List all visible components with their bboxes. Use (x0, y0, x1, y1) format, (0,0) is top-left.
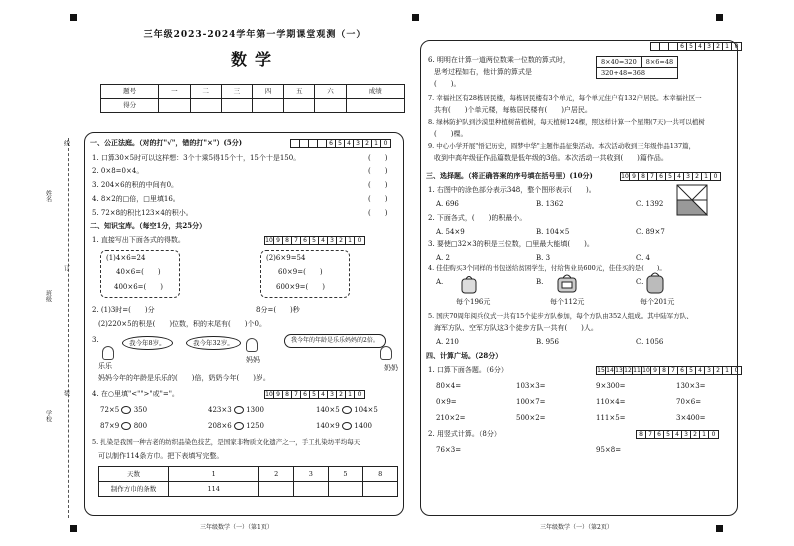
choice-3-option-a[interactable]: A. 2 (436, 254, 450, 262)
days-input-cell[interactable] (294, 482, 329, 497)
choice-4-price-c: 每个201元 (640, 298, 675, 306)
question-6b: 思考过程如右，他计算的算式是 (434, 68, 532, 76)
subject-title: 数学 (230, 50, 279, 69)
speech-bubble-grandma: 我今年的年龄是乐乐妈妈的2倍。 (284, 334, 386, 348)
question-2-1: 1. 直接写出下面各式的得数。 (92, 236, 185, 244)
registration-mark-mid (412, 14, 419, 21)
binding-line-label: 线 (62, 140, 70, 146)
choice-2[interactable]: 2. 下面各式，( )的积最小。 (428, 214, 527, 222)
score-header-cell: 五 (284, 85, 315, 99)
score-row-label: 得分 (101, 99, 159, 113)
choice-1-option-c[interactable]: C. 1392 (636, 200, 664, 208)
choice-2-option-c[interactable]: C. 89×7 (636, 228, 665, 236)
score-header-cell: 题号 (101, 85, 159, 99)
production-table (98, 466, 398, 497)
answer-paren[interactable]: ( ) (368, 209, 388, 217)
registration-mark-tl (70, 14, 77, 21)
lele-figure-icon (102, 346, 114, 360)
days-input-cell[interactable] (259, 482, 294, 497)
binding-seal-label: 订 (62, 265, 70, 271)
score-strip-sec3: 10 9 8 7 6 5 4 3 2 1 0 (620, 172, 721, 181)
schoolbag-b-icon (556, 272, 578, 294)
score-strip-sec1: 6 5 4 3 2 1 0 (290, 139, 391, 148)
days-header-cell: 天数 (99, 467, 169, 482)
score-header-cell: 一 (159, 85, 190, 99)
question-8b[interactable]: ( )棵。 (434, 130, 468, 138)
grandma-figure-icon (380, 346, 392, 360)
mom-figure-icon (246, 338, 258, 352)
score-strip-q6: 6 5 4 3 2 1 0 (650, 42, 742, 51)
choice-2-option-a[interactable]: A. 54×9 (436, 228, 465, 236)
section-4-title: 四、计算广场。（28分） (426, 351, 503, 360)
choice-3-option-b[interactable]: B. 3 (536, 254, 551, 262)
oral-calc-item[interactable]: 500×2= (516, 414, 546, 422)
score-header-cell: 二 (190, 85, 221, 99)
question-2-4-text[interactable]: 妈妈今年的年龄是乐乐的( )倍，奶奶今年( )岁。 (98, 374, 270, 382)
choice-5-option-c[interactable]: C. 1056 (636, 338, 664, 346)
choice-5-option-b[interactable]: B. 956 (536, 338, 559, 346)
judge-item-5: 5. 72×8的积比123×4的积小。 (92, 209, 193, 217)
days-input-cell[interactable] (328, 482, 363, 497)
choice-1[interactable]: 1. 右图中的涂色部分表示348，整个图形表示( )。 (428, 186, 596, 194)
binding-bind-label: 装 (62, 390, 70, 396)
grandma-label: 奶奶 (384, 364, 398, 372)
score-table (100, 84, 405, 113)
schoolbag-a-icon (460, 274, 478, 294)
judge-item-4: 4. 8×2的□倍，□里填16。 (92, 195, 180, 203)
answer-paren[interactable]: ( ) (368, 181, 388, 189)
score-header-cell: 六 (315, 85, 346, 99)
oral-calc-item[interactable]: 70×6= (676, 398, 702, 406)
compare-row-2b: 208×6 1250 (208, 422, 264, 430)
choice-4[interactable]: 4. 佳佳购买3个同样的书包送给贫困学生，付给售业员600元，佳佳买的是( )。 (428, 264, 666, 272)
calc-box-1-line: (1)4×6=24 (106, 254, 146, 262)
question-2-6b: 可以制作114条方巾。把下表填写完整。 (98, 452, 224, 460)
score-strip-sec4b: 8 7 6 5 4 3 2 1 0 (636, 430, 719, 439)
registration-mark-tr (716, 14, 723, 21)
question-9b[interactable]: 收到中高年级征作品篇数是低年级的3倍。本次活动一共收到( )篇作品。 (434, 154, 668, 162)
score-header-cell: 成绩 (346, 85, 404, 99)
choice-4-price-a: 每个196元 (456, 298, 491, 306)
calc-step: 8×40=320 (597, 57, 642, 68)
compare-circle[interactable] (121, 422, 131, 430)
question-7a: 7. 幸福社区有28栋居民楼，每栋居民楼有3个单元，每个单元住户有132户居民。本幸福社区一 (428, 94, 702, 102)
choice-3[interactable]: 3. 要使□32×3的积是三位数，□里最大能填( )。 (428, 240, 594, 248)
days-row-label: 制作方巾的条数 (99, 482, 169, 497)
oral-calc-item[interactable]: 111×5= (596, 414, 626, 422)
calc-box-1-line[interactable]: 400×6=( ) (114, 283, 164, 291)
left-page-footer: 三年级数学（一）（第1页） (200, 524, 273, 531)
vertical-calc-item[interactable]: 76×3= (436, 446, 462, 454)
days-input-cell[interactable] (363, 482, 398, 497)
choice-4-price-b: 每个112元 (550, 298, 585, 306)
judge-item-2: 2. 0×8=0×4。 (92, 167, 144, 175)
choice-2-option-b[interactable]: B. 104×5 (536, 228, 570, 236)
compare-row-1: 72×5 350 (100, 406, 148, 414)
question-2-4-number: 3. (92, 336, 99, 344)
binding-name-label: 姓名 (44, 190, 52, 202)
calc-step: 8×6=48 (641, 57, 677, 68)
score-strip-sec2b: 10 9 8 7 6 5 4 3 2 1 0 (264, 390, 365, 399)
binding-class-label: 班级 (44, 290, 52, 302)
oral-calc-item[interactable]: 130×3= (676, 382, 706, 390)
oral-calc-item[interactable]: 0×9= (436, 398, 457, 406)
answer-paren[interactable]: ( ) (368, 195, 388, 203)
choice-5-option-a[interactable]: A. 210 (436, 338, 459, 346)
choice-1-option-b[interactable]: B. 1362 (536, 200, 564, 208)
compare-row-1c: 140×5 104×5 (316, 406, 378, 414)
question-2-2b[interactable]: 8分=( )秒 (256, 306, 300, 314)
judge-item-1: 1. 口算30×5时可以这样想：3个十乘5得15个十，15个十是150。 (92, 154, 301, 162)
registration-mark-br (716, 525, 723, 532)
score-header-cell: 三 (221, 85, 252, 99)
choice-4-option-c[interactable]: C. (636, 278, 644, 286)
section-1-title: 一、公正法庭。（对的打"√"，错的打"×"）(5分) (90, 138, 243, 147)
calc-step: 320+48=368 (597, 68, 678, 79)
exam-title: 三年级2023-2024学年第一学期课堂观测（一） (143, 30, 367, 40)
question-2-3[interactable]: (2)220×5的积是( )位数，积的末尾有( )个0。 (98, 320, 266, 328)
compare-circle[interactable] (234, 422, 244, 430)
days-header-cell: 3 (294, 467, 329, 482)
choice-1-option-a[interactable]: A. 696 (436, 200, 459, 208)
days-header-cell: 8 (363, 467, 398, 482)
days-header-cell: 5 (328, 467, 363, 482)
question-9a: 9. 中心小学开展"悟记历史，圆梦中华"主题作品征集活动。本次活动收到三年级作品137篇， (428, 142, 696, 150)
question-2-5: 4. 在○里填"<"">"或"="。 (92, 390, 179, 398)
question-6c[interactable]: ( )。 (434, 80, 461, 88)
days-header-cell: 1 (169, 467, 259, 482)
oral-calc-item[interactable]: 9×300= (596, 382, 626, 390)
calc-question-2: 2. 用竖式计算。（8分） (428, 430, 501, 438)
thinking-process-box (596, 56, 678, 79)
compare-row-2c: 140×9 1400 (316, 422, 372, 430)
score-strip-sec2: 10 9 8 7 6 5 4 3 2 1 0 (264, 236, 365, 245)
compare-row-1b: 423×3 1300 (208, 406, 264, 414)
oral-calc-item[interactable]: 210×2= (436, 414, 466, 422)
judge-item-3: 3. 204×6的积的中间有0。 (92, 181, 179, 189)
binding-school-label: 学校 (44, 410, 52, 422)
oral-calc-item[interactable]: 100×7= (516, 398, 546, 406)
speech-bubble-lele: 我今年8岁。 (122, 336, 173, 350)
question-8a: 8. 绿林防护队到沙漠里种植树苗植树，每天植树124棵，照这样计算一个星期(7天)一共可以植树 (428, 118, 705, 126)
calc-box-2-line[interactable]: 60×9=( ) (278, 268, 323, 276)
compare-circle[interactable] (234, 406, 244, 414)
choice-5b[interactable]: 海军方队、空军方队这3个徒步方队一共有( )人。 (434, 324, 598, 332)
registration-mark-bl (70, 525, 77, 532)
shaded-square-figure (676, 184, 708, 216)
choice-3-option-c[interactable]: C. 4 (636, 254, 651, 262)
vertical-calc-item[interactable]: 95×8= (596, 446, 622, 454)
calc-box-1-line[interactable]: 40×6=( ) (116, 268, 161, 276)
speech-bubble-mom: 我今年32岁。 (186, 336, 241, 350)
schoolbag-c-icon (644, 270, 666, 294)
question-6a: 6. 明明在计算一道两位数乘一位数的算式时， (428, 56, 570, 64)
mom-label: 妈妈 (246, 356, 260, 364)
oral-calc-item[interactable]: 103×3= (516, 382, 546, 390)
lele-label: 乐乐 (98, 362, 112, 370)
compare-circle[interactable] (342, 422, 352, 430)
oral-calc-item[interactable]: 110×4= (596, 398, 626, 406)
answer-paren[interactable]: ( ) (368, 167, 388, 175)
question-2-6a: 5. 扎染是我国一种古老的纺织品染色技艺，是国家非物质文化遗产之一，手工扎染坊平均每天 (92, 438, 361, 446)
choice-5a: 5. 国庆70周年阅兵仪式一共有15个徒步方队参加，每个方队由352人组成。其中陆军方队、 (428, 312, 693, 320)
question-7b[interactable]: 共有( )个单元楼，每栋居民楼有( )户居民。 (434, 106, 592, 114)
score-strip-sec4: 15 14 13 12 11 10 9 8 7 6 5 4 3 2 1 0 (596, 366, 742, 375)
choice-4-option-a[interactable]: A. (436, 278, 444, 286)
compare-circle[interactable] (342, 406, 352, 414)
calc-box-2-line: (2)6×9=54 (266, 254, 306, 262)
oral-calc-item[interactable]: 80×4= (436, 382, 462, 390)
compare-circle[interactable] (121, 406, 131, 414)
calc-box-2-line[interactable]: 600×9=( ) (276, 283, 326, 291)
choice-4-option-b[interactable]: B. (536, 278, 544, 286)
score-header-cell: 四 (252, 85, 283, 99)
oral-calc-item[interactable]: 3×400= (676, 414, 706, 422)
calc-question-1: 1. 口算下面各题。（6分） (428, 366, 508, 374)
answer-paren[interactable]: ( ) (368, 154, 388, 162)
section-3-title: 三、选择题。（将正确答案的序号填在括号里）(10分) (426, 171, 593, 180)
right-page-footer: 三年级数学（一）（第2页） (540, 524, 613, 531)
days-header-cell: 2 (259, 467, 294, 482)
compare-row-2: 87×9 800 (100, 422, 148, 430)
section-2-title: 二、知识宝库。（每空1分，共25分） (90, 221, 207, 230)
question-2-2a[interactable]: 2. (1)3时=( )分 (92, 306, 155, 314)
days-value-cell: 114 (169, 482, 259, 497)
binding-line (68, 138, 76, 518)
